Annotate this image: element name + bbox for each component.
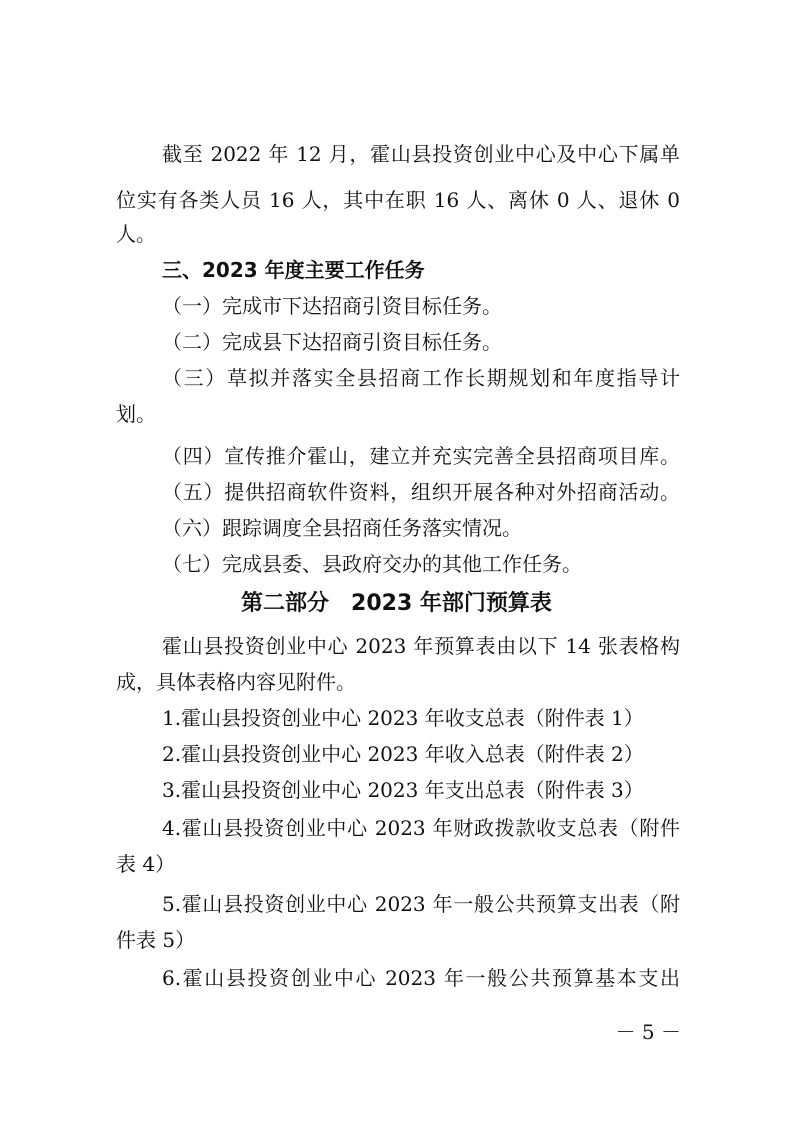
intro-line-2: 成，具体表格内容见附件。	[116, 670, 356, 694]
attachment-list-item-5-line-1: 5.霍山县投资创业中心 2023 年一般公共预算支出表（附	[162, 892, 680, 916]
attachment-list-item-1: 1.霍山县投资创业中心 2023 年收支总表（附件表 1）	[162, 706, 644, 730]
task-item-6: （六）跟踪调度全县招商任务落实情况。	[162, 516, 522, 540]
attachment-list-item-4-line-2: 表 4）	[116, 852, 176, 876]
part-2-title: 第二部分 2023 年部门预算表	[241, 591, 552, 616]
task-item-3-line-1: （三）草拟并落实全县招商工作长期规划和年度指导计	[162, 366, 680, 390]
task-item-3-line-2: 划。	[116, 402, 156, 426]
task-item-7: （七）完成县委、县政府交办的其他工作任务。	[162, 552, 582, 576]
attachment-list-item-6-line-1: 6.霍山县投资创业中心 2023 年一般公共预算基本支出	[162, 966, 680, 990]
task-item-2: （二）完成县下达招商引资目标任务。	[162, 330, 502, 354]
paragraph-staff-line-1: 截至 2022 年 12 月，霍山县投资创业中心及中心下属单	[162, 142, 680, 166]
task-item-1: （一）完成市下达招商引资目标任务。	[162, 294, 502, 318]
intro-line-1: 霍山县投资创业中心 2023 年预算表由以下 14 张表格构	[162, 634, 680, 658]
attachment-list-item-5-line-2: 件表 5）	[116, 928, 196, 952]
paragraph-staff-line-2: 位实有各类人员 16 人，其中在职 16 人、离休 0 人、退休 0	[116, 188, 680, 212]
task-item-5: （五）提供招商软件资料，组织开展各种对外招商活动。	[162, 480, 680, 504]
attachment-list-item-4-line-1: 4.霍山县投资创业中心 2023 年财政拨款收支总表（附件	[162, 816, 680, 840]
heading-section-3: 三、2023 年度主要工作任务	[162, 258, 425, 282]
page-number: － 5 －	[615, 1020, 681, 1044]
task-item-4: （四）宣传推介霍山，建立并充实完善全县招商项目库。	[162, 444, 680, 468]
paragraph-staff-line-3: 人。	[116, 222, 156, 246]
attachment-list-item-3: 3.霍山县投资创业中心 2023 年支出总表（附件表 3）	[162, 778, 644, 802]
attachment-list-item-2: 2.霍山县投资创业中心 2023 年收入总表（附件表 2）	[162, 742, 644, 766]
